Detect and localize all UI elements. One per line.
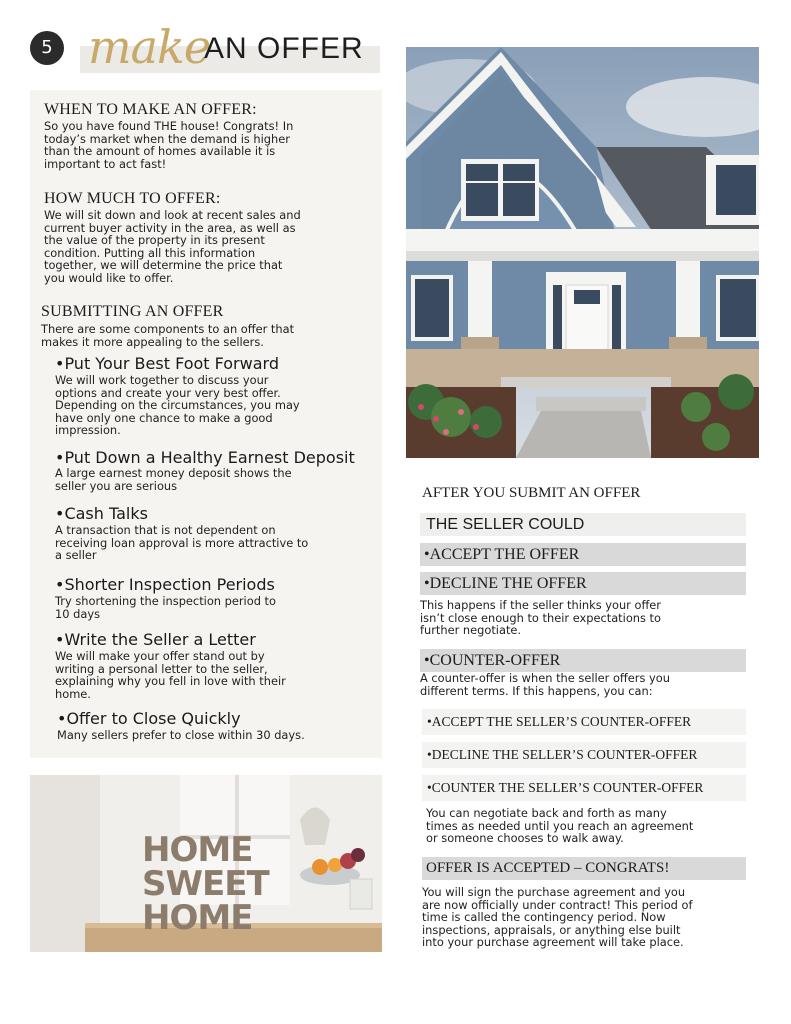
option-bar [422,742,746,768]
tip-text [55,524,308,562]
submitting-heading: SUBMITTING AN OFFER [41,303,224,320]
counter-text [420,672,670,697]
text-line: impression. [55,423,121,438]
text-line: This happens if the seller thinks your offer [420,598,661,612]
text-line: isn’t close enough to their expectations to [420,610,661,625]
text-line: options and create your very best offer. [55,385,281,400]
sign-word: SWEET [142,864,269,904]
when-heading: WHEN TO MAKE AN OFFER: [44,101,257,118]
text-line: makes it more appealing to the sellers. [41,334,264,349]
tip-text [55,650,286,700]
text-line: different terms. If this happens, you can: [420,683,653,698]
text-line: you would like to offer. [44,270,174,285]
tip-title: •Cash Talks [55,504,148,523]
text-line: Many sellers prefer to close within 30 days. [57,728,305,742]
tip-text [55,595,276,620]
text-line: seller you are serious [55,478,178,493]
seller-could-bar [420,513,746,536]
text-line: condition. Putting all this information [44,245,256,260]
text-line: a seller [55,548,97,563]
text-line: You will sign the purchase agreement and you [422,885,686,899]
page-number: 5 [30,31,64,65]
accepted-text [422,886,693,949]
decline-offer-bar [420,572,746,595]
option-label: •COUNTER THE SELLER’S COUNTER-OFFER [427,780,704,795]
decline-offer-label: •DECLINE THE OFFER [424,575,587,592]
text-line: further negotiate. [420,623,522,638]
text-line: time is called the contingency period. Now [422,910,666,925]
text-line: inspections, appraisals, or anything else built [422,922,681,937]
tip-text [55,467,292,492]
counter-offer-label: •COUNTER-OFFER [424,652,561,669]
tip-title: •Put Your Best Foot Forward [55,354,279,373]
after-submit-heading: AFTER YOU SUBMIT AN OFFER [422,485,641,501]
text-line: or someone chooses to walk away. [426,831,624,846]
home-sweet-home-photo [30,775,382,952]
text-line: than the amount of homes available it is [44,144,276,159]
text-line: So you have found THE house! Congrats! In [44,119,294,133]
text-line: the value of the property in its present [44,233,265,248]
text-line: are now officially under contract! This period of [422,897,693,912]
text-line: current buyer activity in the area, as well as [44,220,296,235]
submitting-text [41,323,294,348]
option-label: •DECLINE THE SELLER’S COUNTER-OFFER [427,747,698,762]
house-illustration [406,47,759,458]
option-bar [422,709,746,735]
counter-offer-bar [420,649,746,672]
option-label: •ACCEPT THE SELLER’S COUNTER-OFFER [427,714,692,729]
text-line: We will sit down and look at recent sales and [44,208,301,222]
page-title: AN OFFER [204,32,364,65]
text-line: A large earnest money deposit shows the [55,466,292,480]
text-line: together, we will determine the price that [44,258,283,273]
text-line: A counter-offer is when the seller offers you [420,671,670,685]
text-line: Try shortening the inspection period to [55,594,276,608]
sign-word: HOME [142,830,253,870]
seller-could-label: THE SELLER COULD [426,516,585,533]
accept-offer-label: •ACCEPT THE OFFER [424,546,580,563]
offer-accepted-bar [422,857,746,880]
negotiate-text [426,807,693,845]
title-script-word: make [88,20,211,74]
text-line: We will make your offer stand out by [55,649,265,663]
text-line: receiving loan approval is more attractive to [55,535,309,550]
sign-word: HOME [142,898,253,938]
tip-title: •Write the Seller a Letter [55,630,256,649]
option-bar [422,775,746,801]
text-line: have only one chance to make a good [55,410,273,425]
decline-text [420,599,661,637]
tip-title: •Put Down a Healthy Earnest Deposit [55,448,355,467]
left-panel [30,90,382,758]
text-line: important to act fast! [44,156,167,171]
text-line: 10 days [55,606,101,621]
text-line: A transaction that is not dependent on [55,523,276,537]
home-sweet-home-sign [142,830,269,938]
text-line: You can negotiate back and forth as many [426,806,667,820]
offer-accepted-label: OFFER IS ACCEPTED – CONGRATS! [426,860,670,876]
text-line: We will work together to discuss your [55,373,269,387]
how-much-text [44,209,301,285]
text-line: writing a personal letter to the seller, [55,661,268,676]
text-line: today’s market when the demand is higher [44,131,290,146]
accept-offer-bar [420,543,746,566]
tip-text [55,374,300,437]
tip-title: •Offer to Close Quickly [57,709,241,728]
text-line: home. [55,686,91,701]
tip-text [57,729,305,742]
how-much-heading: HOW MUCH TO OFFER: [44,190,221,207]
text-line: explaining why you fell in love with their [55,674,286,689]
tip-title: •Shorter Inspection Periods [55,575,275,594]
text-line: There are some components to an offer that [41,322,295,336]
when-text [44,120,293,170]
text-line: Depending on the circumstances, you may [55,398,300,413]
text-line: times as needed until you reach an agreement [426,818,694,833]
house-photo [406,47,759,458]
text-line: into your purchase agreement will take place. [422,935,684,950]
